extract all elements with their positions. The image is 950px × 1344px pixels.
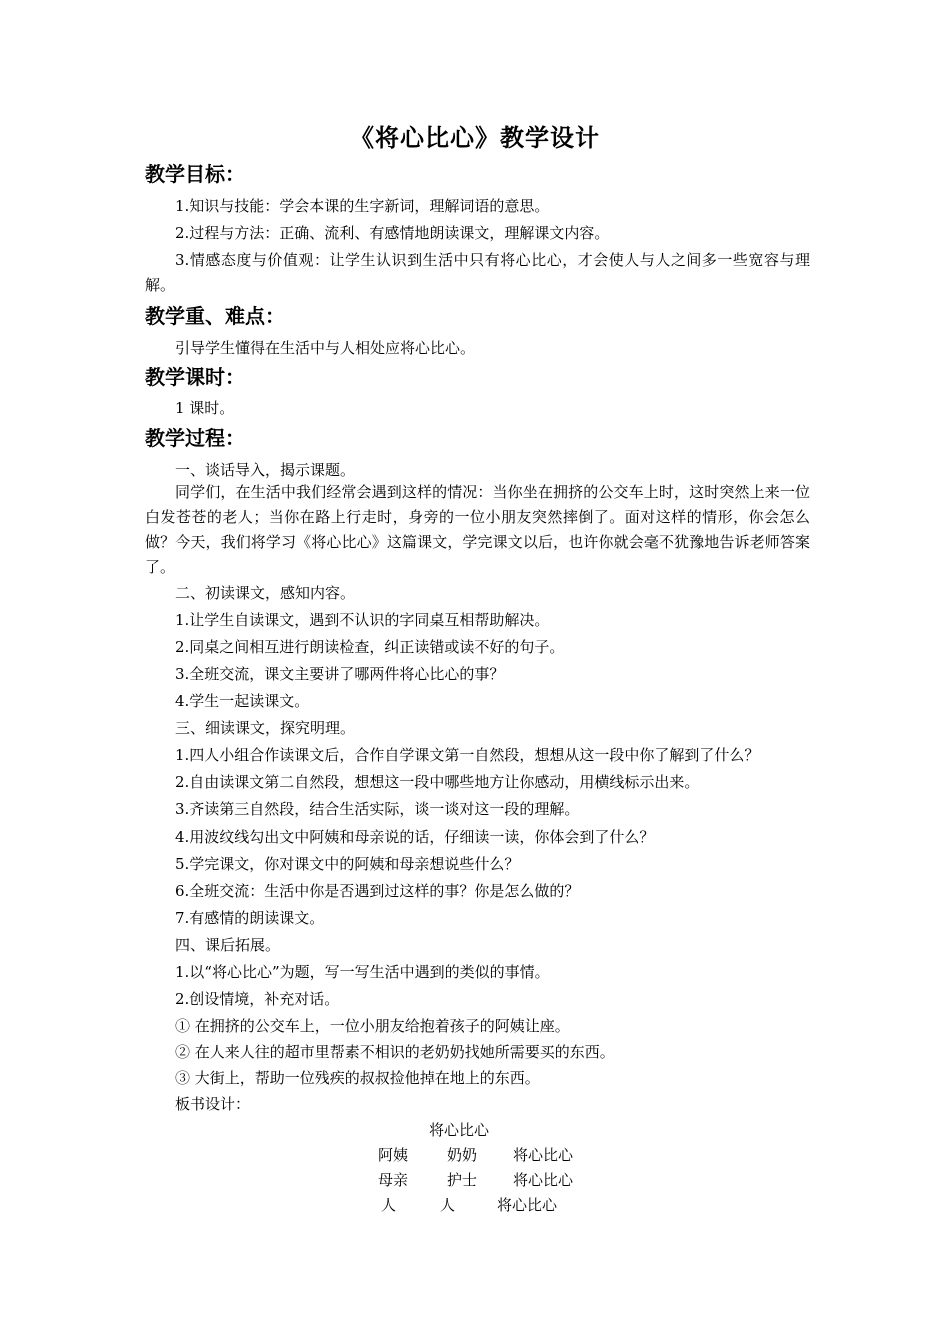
step-item: 5.学完课文，你对课文中的阿姨和母亲想说些什么？ <box>175 855 520 873</box>
step-item: 2.自由读课文第二自然段，想想这一段中哪些地方让你感动，用横线标示出来。 <box>175 773 700 791</box>
scenario-item: ② 在人来人往的超市里帮素不相识的老奶奶找她所需要买的东西。 <box>175 1043 615 1061</box>
board-title: 将心比心 <box>429 1121 490 1139</box>
board-label: 板书设计： <box>175 1095 251 1113</box>
board-cell: 母亲 <box>378 1171 409 1189</box>
board-cell: 将心比心 <box>513 1146 574 1164</box>
step-paragraph: 同学们，在生活中我们经常会遇到这样的情况：当你坐在拥挤的公交车上时，这时突然上来一位白发苍苍的老人；当你在路上行走时，身旁的一位小朋友突然摔倒了。面对这样的情形，你会怎么做？今天，我们将学习《将心比心》这篇课文，学完课文以后，也许你就会毫不犹豫地告诉老师答案了。 <box>145 483 810 576</box>
board-cell: 将心比心 <box>513 1171 574 1189</box>
board-cell: 将心比心 <box>497 1196 558 1214</box>
scenario-item: ① 在拥挤的公交车上，一位小朋友给抱着孩子的阿姨让座。 <box>175 1017 570 1035</box>
heading-key-points: 教学重、难点： <box>145 304 285 328</box>
step-item: 1.四人小组合作读课文后，合作自学课文第一自然段，想想从这一段中你了解到了什么？ <box>175 746 760 764</box>
step-title: 二、初读课文，感知内容。 <box>175 584 356 602</box>
step-title: 四、课后拓展。 <box>175 936 281 954</box>
objective-item: 2.过程与方法：正确、流利、有感情地朗读课文，理解课文内容。 <box>175 224 610 242</box>
heading-periods: 教学课时： <box>145 365 245 389</box>
step-title: 一、谈话导入，揭示课题。 <box>175 461 356 479</box>
objective-item: 1.知识与技能：学会本课的生字新词，理解词语的意思。 <box>175 197 550 215</box>
key-points-text: 引导学生懂得在生活中与人相处应将心比心。 <box>175 339 476 357</box>
scenario-item: ③ 大街上，帮助一位残疾的叔叔捡他掉在地上的东西。 <box>175 1069 540 1087</box>
board-cell: 人 <box>381 1196 397 1214</box>
periods-text: 1 课时。 <box>175 399 235 417</box>
step-item: 1.以“将心比心”为题，写一写生活中遇到的类似的事情。 <box>175 963 550 981</box>
heading-process: 教学过程： <box>145 426 245 450</box>
step-item: 2.创设情境，补充对话。 <box>175 990 340 1008</box>
step-item: 4.学生一起读课文。 <box>175 692 310 710</box>
objective-item: 3.情感态度与价值观：让学生认识到生活中只有将心比心，才会使人与人之间多一些宽容与理解。 <box>145 251 810 294</box>
board-cell: 人 <box>440 1196 456 1214</box>
board-cell: 奶奶 <box>447 1146 478 1164</box>
step-item: 3.全班交流，课文主要讲了哪两件将心比心的事？ <box>175 665 505 683</box>
step-item: 2.同桌之间相互进行朗读检查，纠正读错或读不好的句子。 <box>175 638 565 656</box>
board-cell: 阿姨 <box>378 1146 409 1164</box>
step-item: 1.让学生自读课文，遇到不认识的字同桌互相帮助解决。 <box>175 611 550 629</box>
step-item: 3.齐读第三自然段，结合生活实际，谈一谈对这一段的理解。 <box>175 800 580 818</box>
heading-objectives: 教学目标： <box>145 162 245 186</box>
step-item: 7.有感情的朗读课文。 <box>175 909 325 927</box>
document-title: 《将心比心》教学设计 <box>350 123 600 152</box>
step-title: 三、细读课文，探究明理。 <box>175 719 356 737</box>
step-item: 6.全班交流：生活中你是否遇到过这样的事？你是怎么做的？ <box>175 882 580 900</box>
board-cell: 护士 <box>447 1171 478 1189</box>
step-item: 4.用波纹线勾出文中阿姨和母亲说的话，仔细读一读，你体会到了什么？ <box>175 828 655 846</box>
